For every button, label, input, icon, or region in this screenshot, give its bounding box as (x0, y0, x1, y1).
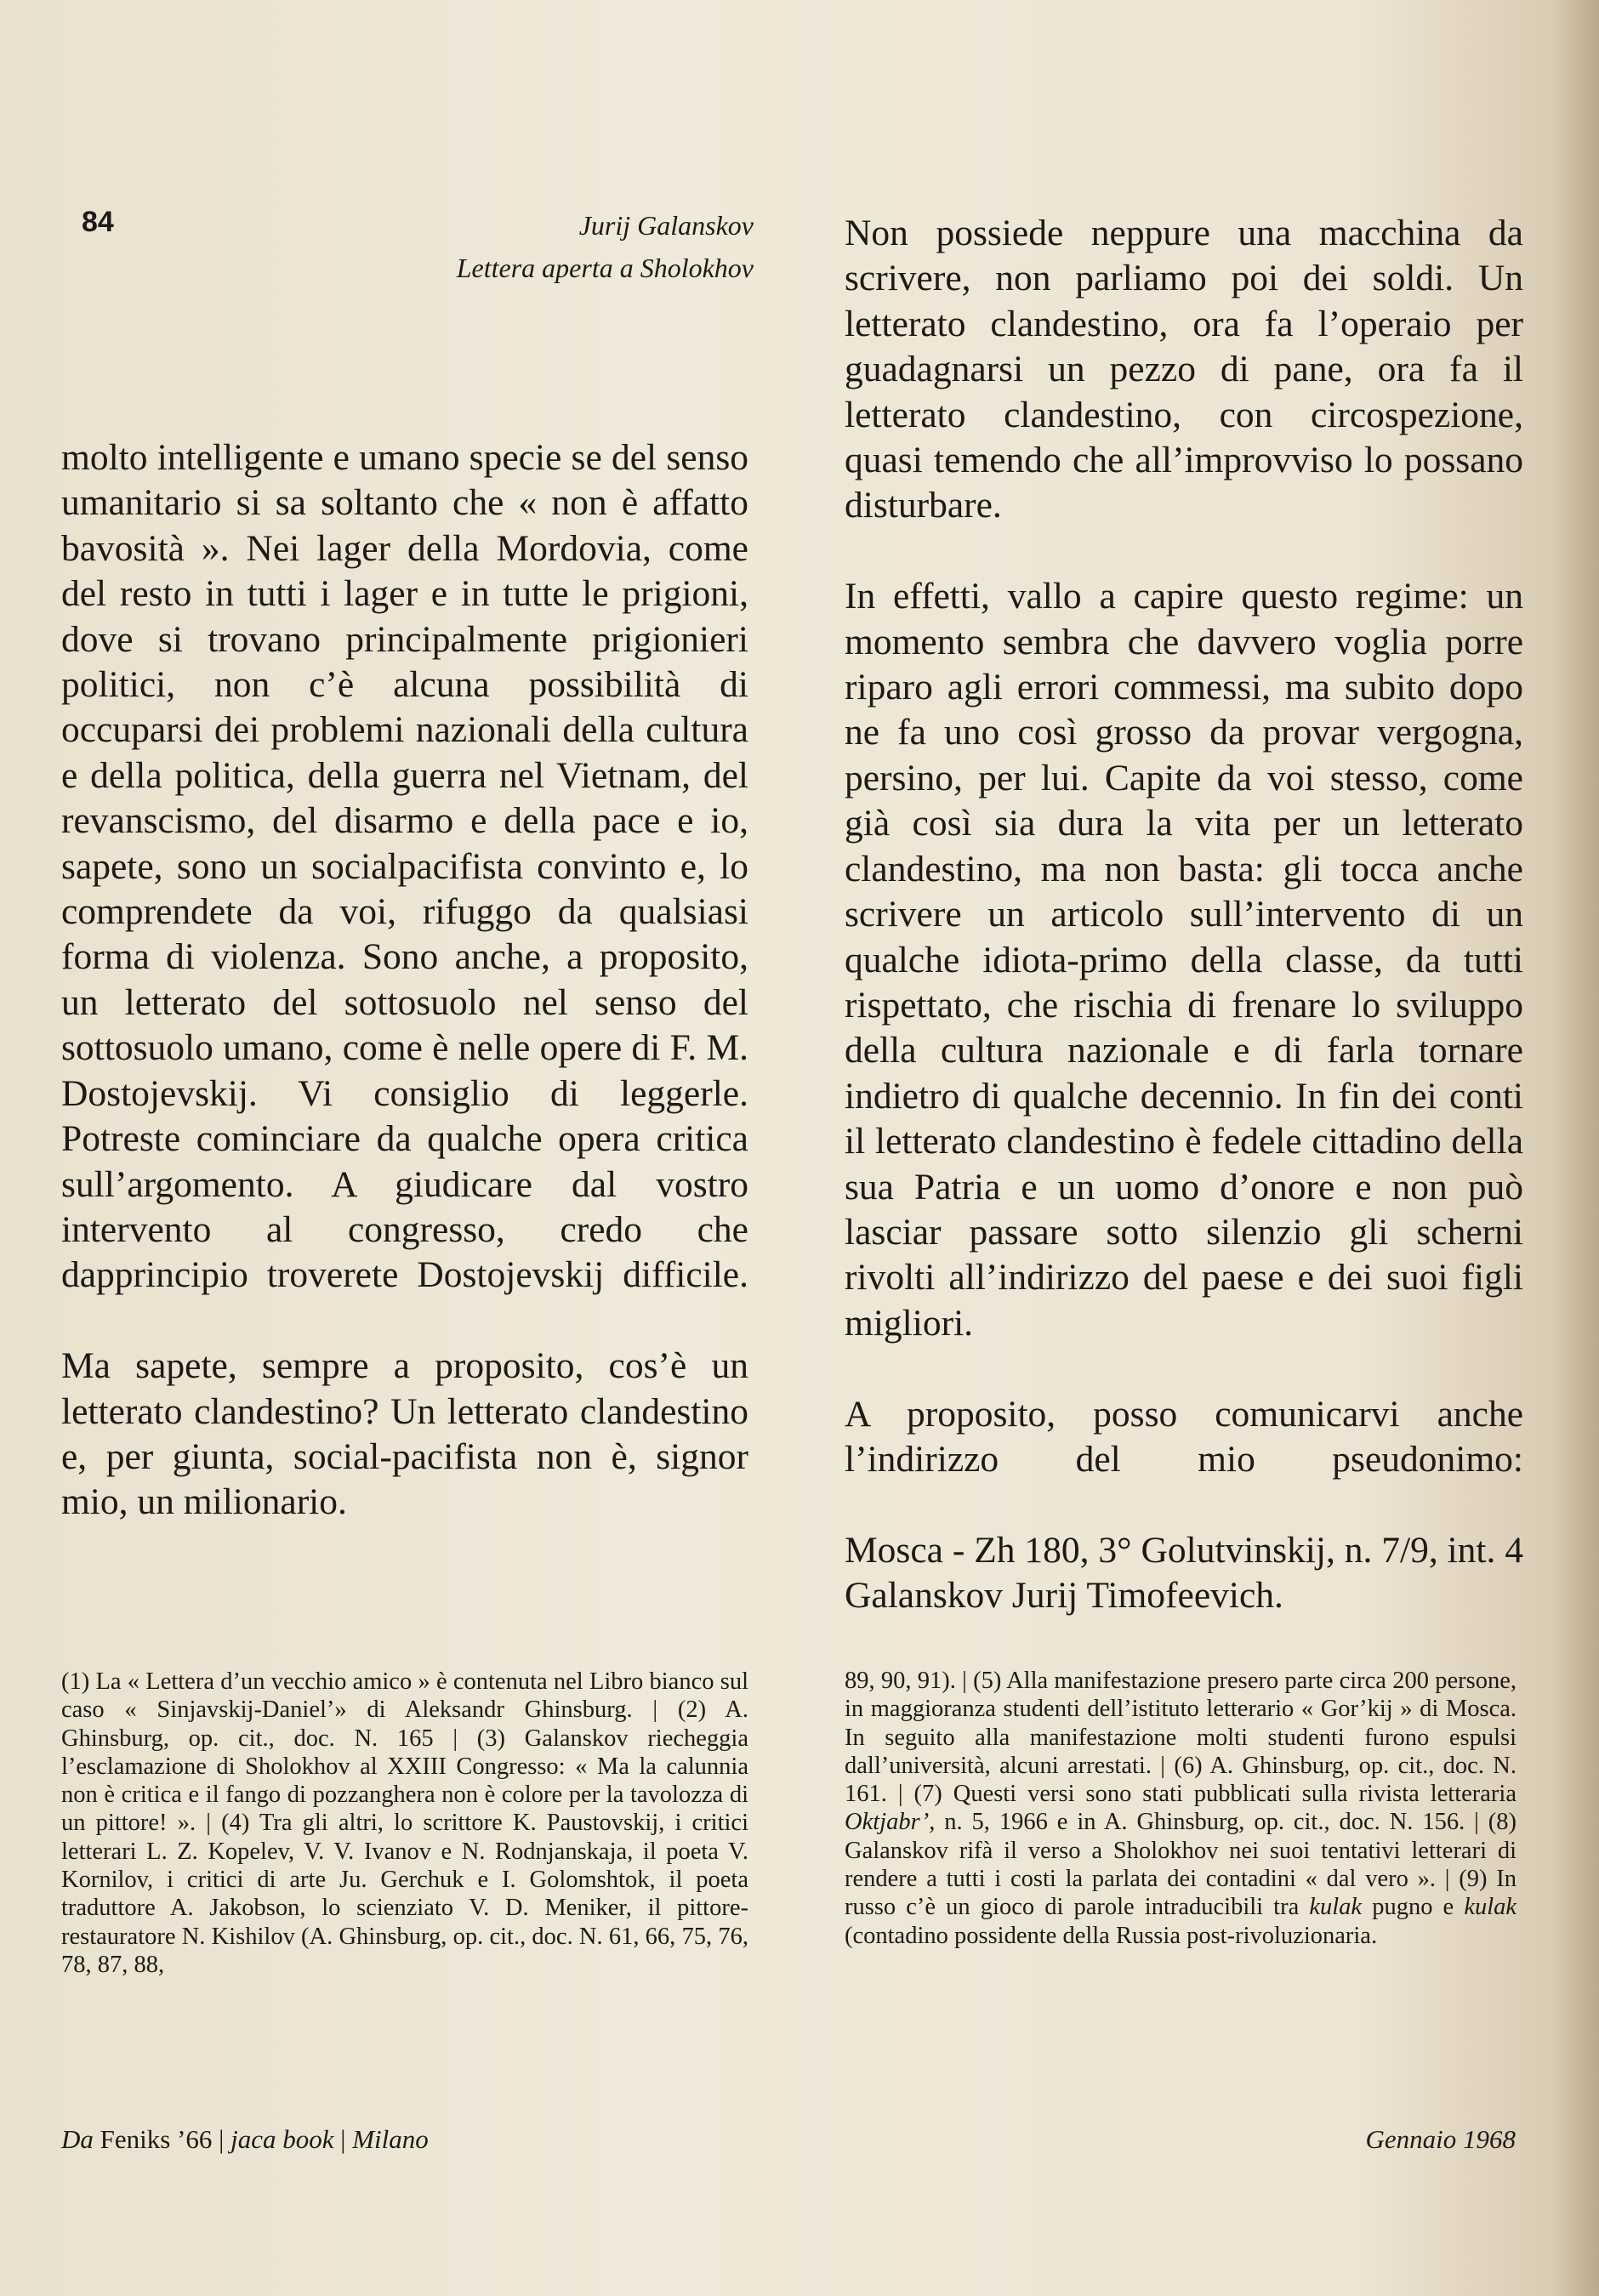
footnote-text: (contadino possidente della Russia post-rivoluzionaria. (845, 1922, 1378, 1949)
paragraph: molto intelligente e umano specie se del senso umanitario si sa soltanto che « non è affatto bavosità ». Nei lager della Mordovia, come del resto in tutti i lager e in tutte le prigioni, dove si trovano principalmente prigionieri politici, non c’è alcuna possibilità di occuparsi dei problemi nazionali della cultura e della politica, della guerra nel Vietnam, del revanscismo, del disarmo e della pace e io, sapete, sono un socialpacifista convinto e, lo comprendete da voi, rifuggo da qualsiasi forma di violenza. Sono anche, a proposito, un letterato del sottosuolo nel senso del sottosuolo umano, come è nelle opere di F. M. Dostojevskij. Vi consiglio di leggerle. Potreste cominciare da qualche opera critica sull’argomento. A giudicare dal vostro intervento al congresso, credo che dapprincipio troverete Dostojevskij difficile. (61, 437, 748, 1296)
footnotes-left (61, 1668, 748, 1979)
author-name: Jurij Galanskov (578, 210, 754, 241)
russian-word: kulak (1309, 1894, 1363, 1921)
paragraph: A proposito, posso comunicarvi anche l’indirizzo del mio pseudonimo: (845, 1393, 1523, 1480)
footnote-text: , n. 5, 1966 e in A. Ghinsburg, op. cit., doc. N. 156. | (8) Galanskov rifà il verso a Sholokhov nei suoi tentativi letterari di rendere a tutti i costi la parlata dei contadini « dal vero ». | (9) In russo c’è un gioco di parole intraducibili tra (845, 1809, 1516, 1921)
footer-source (61, 2124, 429, 2155)
paragraph: Non possiede neppure una macchina da scrivere, non parliamo poi dei soldi. Un letterato clandestino, ora fa l’operaio per guadagnarsi un pezzo di pane, ora fa il letterato clandestino, con circospezione, quasi temendo che all’improvviso lo possano disturbare. (845, 213, 1523, 526)
separator: | (340, 2124, 346, 2154)
source-name: Feniks ’66 (100, 2124, 213, 2154)
footnotes-right (845, 1667, 1516, 1950)
page-number: 84 (82, 206, 114, 238)
footer-date: Gennaio 1968 (1365, 2124, 1516, 2154)
city-name: Milano (352, 2124, 429, 2154)
paragraph: Ma sapete, sempre a proposito, cos’è un letterato clandestino? Un letterato clandestino e, per giunta, social-pacifista non è, signor mio, un milionario. (61, 1345, 748, 1523)
article-title: Lettera aperta a Sholokhov (456, 253, 754, 283)
separator: | (219, 2124, 225, 2154)
page-header (82, 204, 754, 289)
publisher-name: jaca book (230, 2124, 334, 2154)
running-head (457, 204, 754, 289)
paragraph: In effetti, vallo a capire questo regime: un momento sembra che davvero voglia porre riparo agli errori commessi, ma subito dopo ne fa uno così grosso da provar vergogna, persino, per lui. Capite da voi stesso, come già così sia dura la vita per un letterato clandestino, ma non basta: gli tocca anche scrivere un articolo sull’intervento di un qualche idiota-primo della classe, da tutti rispettato, che rischia di frenare lo sviluppo della cultura nazionale e di farla tornare indietro di qualche decennio. In fin dei conti il letterato clandestino è fedele cittadino della sua Patria e un uomo d’onore e non può lasciar passare sotto silenzio gli scherni rivolti all’indirizzo del paese e dei suoi figli migliori. (845, 576, 1523, 1344)
paragraph: Mosca - Zh 180, 3° Golutvinskij, n. 7/9, int. 4 Galanskov Jurij Timofeevich. (845, 1529, 1523, 1617)
body-column-left (61, 435, 748, 1526)
source-prefix: Da (61, 2124, 94, 2154)
footnote-text: (1) La « Lettera d’un vecchio amico » è contenuta nel Libro bianco sul caso « Sinjavskij-Daniel’» di Aleksandr Ghinsburg. | (2) A. Ghinsburg, op. cit., doc. N. 165 | (3) Galanskov riecheggia l’esclamazione di Sholokhov al XXIII Congresso: « Ma la calunnia non è critica e il fango di pozzanghera non è colore per la tavolozza di un pittore! ». | (4) Tra gli altri, lo scrittore K. Paustovskij, i critici letterari L. Z. Kopelev, V. V. Ivanov e N. Rodnjanskaja, il poeta V. Kornilov, i critici di arte Ju. Gerchuk e I. Golomshtok, il poeta traduttore A. Jakobson, lo scienziato V. D. Meniker, il pittore-restauratore N. Kishilov (A. Ghinsburg, op. cit., doc. N. 61, 66, 75, 76, 78, 87, 88, (61, 1668, 748, 1978)
journal-title: Oktjabr’ (845, 1809, 930, 1836)
body-column-right (845, 211, 1523, 1619)
footnote-text: 89, 90, 91). | (5) Alla manifestazione presero parte circa 200 persone, in maggioranza studenti dell’istituto letterario « Gor’kij » di Mosca. In seguito alla manifestazione molti studenti furono espulsi dall’università, alcuni arrestati. | (6) A. Ghinsburg, op. cit., doc. N. 161. | (7) Questi versi sono stati pubblicati sulla rivista letteraria (845, 1668, 1516, 1808)
footnote-text: pugno e (1372, 1894, 1454, 1921)
russian-word: kulak (1464, 1894, 1517, 1921)
